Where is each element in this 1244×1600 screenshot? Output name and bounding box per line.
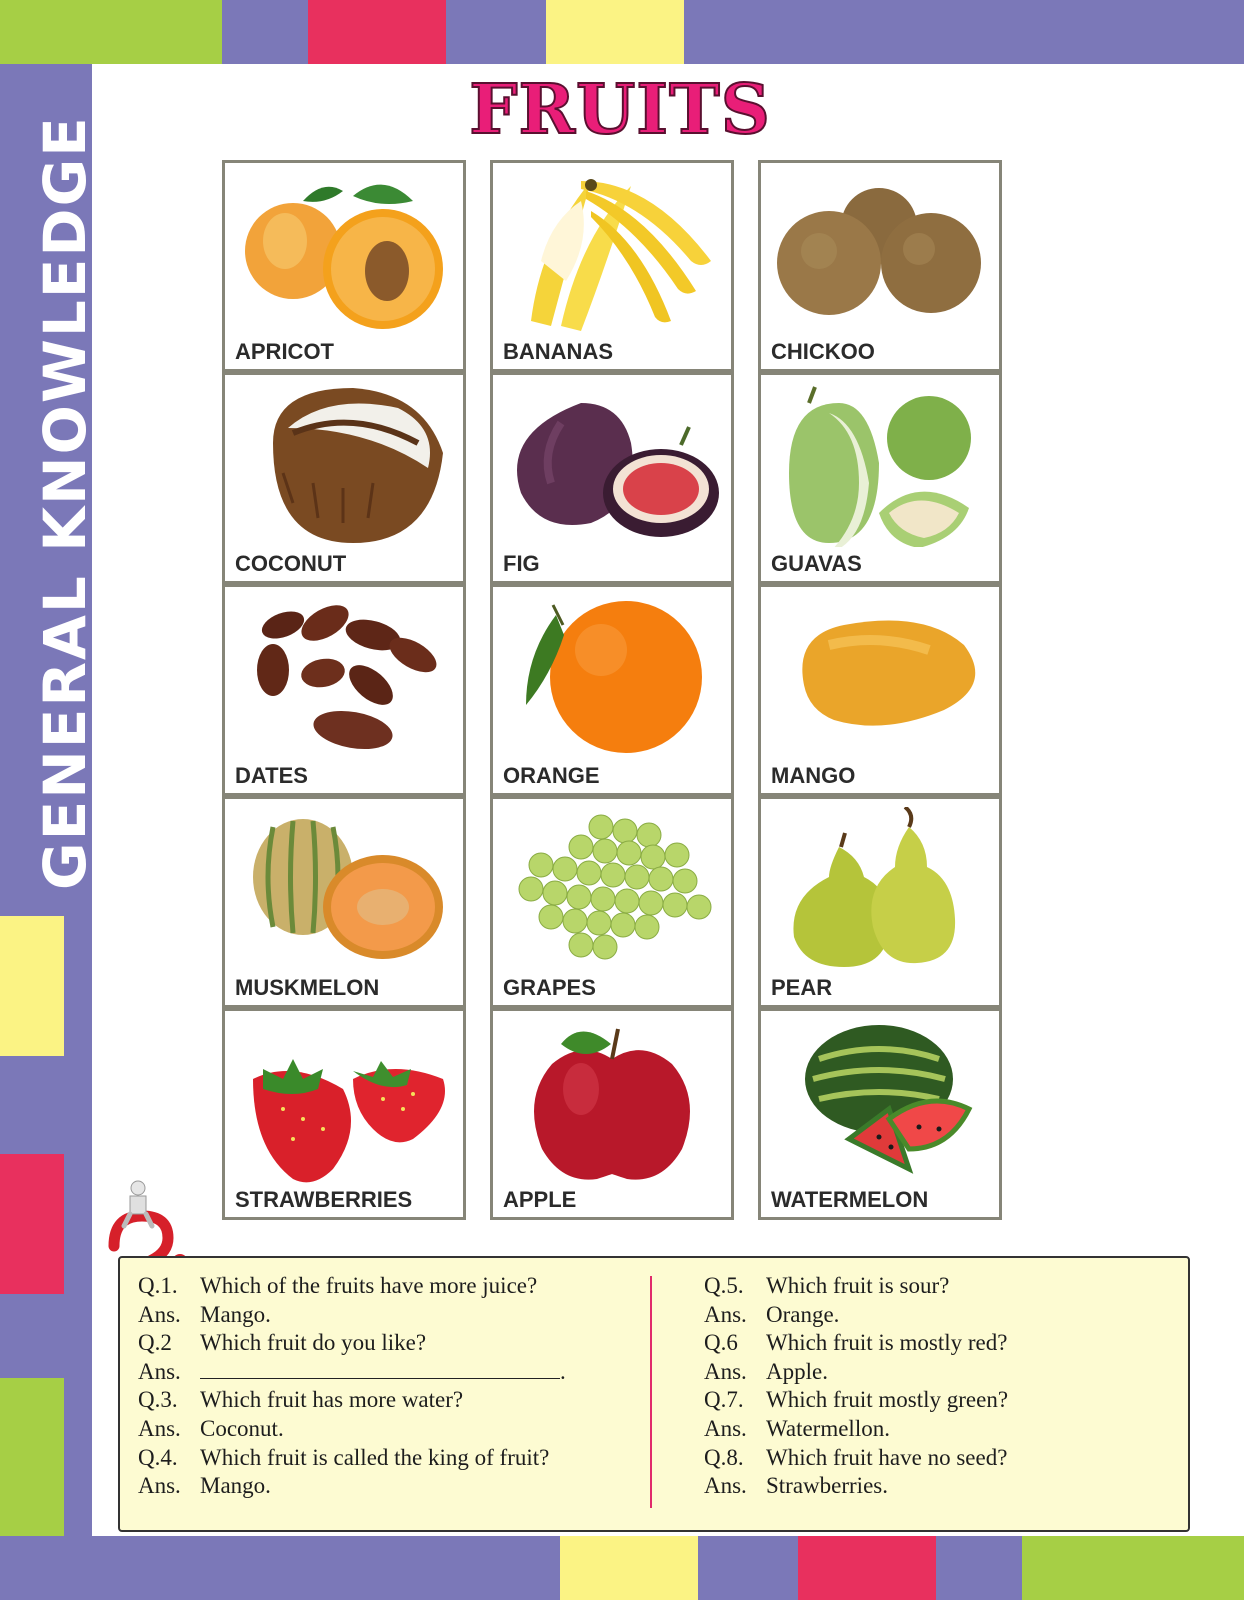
qa-key: Q.5. [704,1273,744,1298]
page-title: FRUITS [469,70,771,150]
qa-text: Watermellon. [766,1415,890,1441]
apricot-icon [233,171,455,335]
qa-key: Q.2 [138,1330,172,1356]
qa-line [704,1386,1008,1415]
qa-text: Apple. [766,1358,828,1384]
qa-key: Ans. [138,1415,181,1441]
qa-text: Mango. [200,1301,271,1327]
fruit-card [222,160,466,372]
mango-icon [769,595,991,759]
chickoo-icon [769,171,991,335]
qa-key: Ans. [704,1301,747,1327]
bottom-color-band [0,1536,1244,1600]
qa-line [704,1415,1008,1444]
qa-line [138,1444,566,1473]
qa-line [704,1272,1008,1301]
fruit-card [222,372,466,584]
qa-key: Q.6 [704,1330,738,1356]
fruit-card [222,584,466,796]
qa-line [138,1386,566,1415]
fruit-label: GUAVAS [771,551,862,576]
qa-text: Which fruit do you like? [200,1330,427,1356]
top-color-band [0,0,1244,64]
watermelon-icon [769,1019,991,1183]
fruit-label: DATES [235,763,308,788]
qa-line [704,1301,1008,1330]
fruit-card [222,796,466,1008]
qa-divider [650,1276,652,1508]
fruit-label: BANANAS [503,339,613,364]
answer-blank[interactable] [200,1360,560,1379]
muskmelon-icon [233,807,455,971]
fruit-card [490,796,734,1008]
qa-key: Q.8. [704,1444,744,1470]
qa-line [704,1329,1008,1358]
sidebar-title: GENERAL KNOWLEDGE [31,115,99,890]
banana-icon [501,171,723,335]
fruit-card [490,1008,734,1220]
fruit-label: GRAPES [503,975,596,1000]
fruit-label: APPLE [503,1187,577,1212]
apple-icon [501,1019,723,1183]
orange-icon [501,595,723,759]
qa-key: Q.7. [704,1387,744,1413]
qa-line [138,1415,566,1444]
fruit-card [490,160,734,372]
qa-key: Ans. [704,1358,747,1384]
fig-icon [501,383,723,547]
fruit-card [758,160,1002,372]
fruit-card [758,372,1002,584]
qa-key: Ans. [138,1358,181,1384]
qa-text: Which fruit is mostly red? [766,1330,1008,1356]
fruit-card [490,372,734,584]
fruit-label: CHICKOO [771,339,875,364]
fruit-label: STRAWBERRIES [235,1187,413,1212]
qa-key: Q.3. [138,1387,178,1413]
qa-key: Ans. [704,1473,747,1499]
qa-text: Which fruit mostly green? [766,1387,1009,1413]
qa-key: Q.1. [138,1273,178,1298]
fruit-label: MUSKMELON [235,975,380,1000]
qa-line [704,1444,1008,1473]
qa-left-column [138,1272,566,1501]
strawberry-icon [233,1019,455,1183]
qa-text: Orange. [766,1301,840,1327]
guava-icon [769,383,991,547]
fruit-card [758,796,1002,1008]
qa-line [704,1358,1008,1387]
qa-panel [118,1256,1190,1532]
qa-text: Mango. [200,1473,271,1499]
fruit-label: FIG [503,551,540,576]
qa-right-column [704,1272,1008,1501]
qa-text: Which fruit have no seed? [766,1444,1008,1470]
qa-line [138,1272,566,1301]
qa-line [138,1472,566,1501]
qa-key: Ans. [704,1415,747,1441]
qa-text: Which fruit is called the king of fruit? [200,1444,550,1470]
fruit-card [490,584,734,796]
qa-line [138,1301,566,1330]
coconut-icon [233,383,455,547]
fruit-label: WATERMELON [771,1187,929,1212]
grapes-icon [501,807,723,971]
qa-text: . [560,1358,566,1384]
fruit-label: MANGO [771,763,856,788]
fruit-card [758,584,1002,796]
dates-icon [233,595,455,759]
qa-text: Which fruit is sour? [766,1273,950,1298]
fruit-label: ORANGE [503,763,600,788]
qa-line [704,1472,1008,1501]
qa-key: Ans. [138,1473,181,1499]
qa-text: Which of the fruits have more juice? [200,1273,538,1298]
qa-text: Which fruit has more water? [200,1387,464,1413]
fruit-card [222,1008,466,1220]
qa-key: Ans. [138,1301,181,1327]
qa-line [138,1329,566,1358]
qa-key: Q.4. [138,1444,178,1470]
qa-text: Strawberries. [766,1473,888,1499]
fruit-label: APRICOT [235,339,334,364]
pear-icon [769,807,991,971]
fruit-label: PEAR [771,975,833,1000]
qa-line [138,1358,566,1387]
fruit-card [758,1008,1002,1220]
qa-text: Coconut. [200,1415,284,1441]
fruit-label: COCONUT [235,551,347,576]
